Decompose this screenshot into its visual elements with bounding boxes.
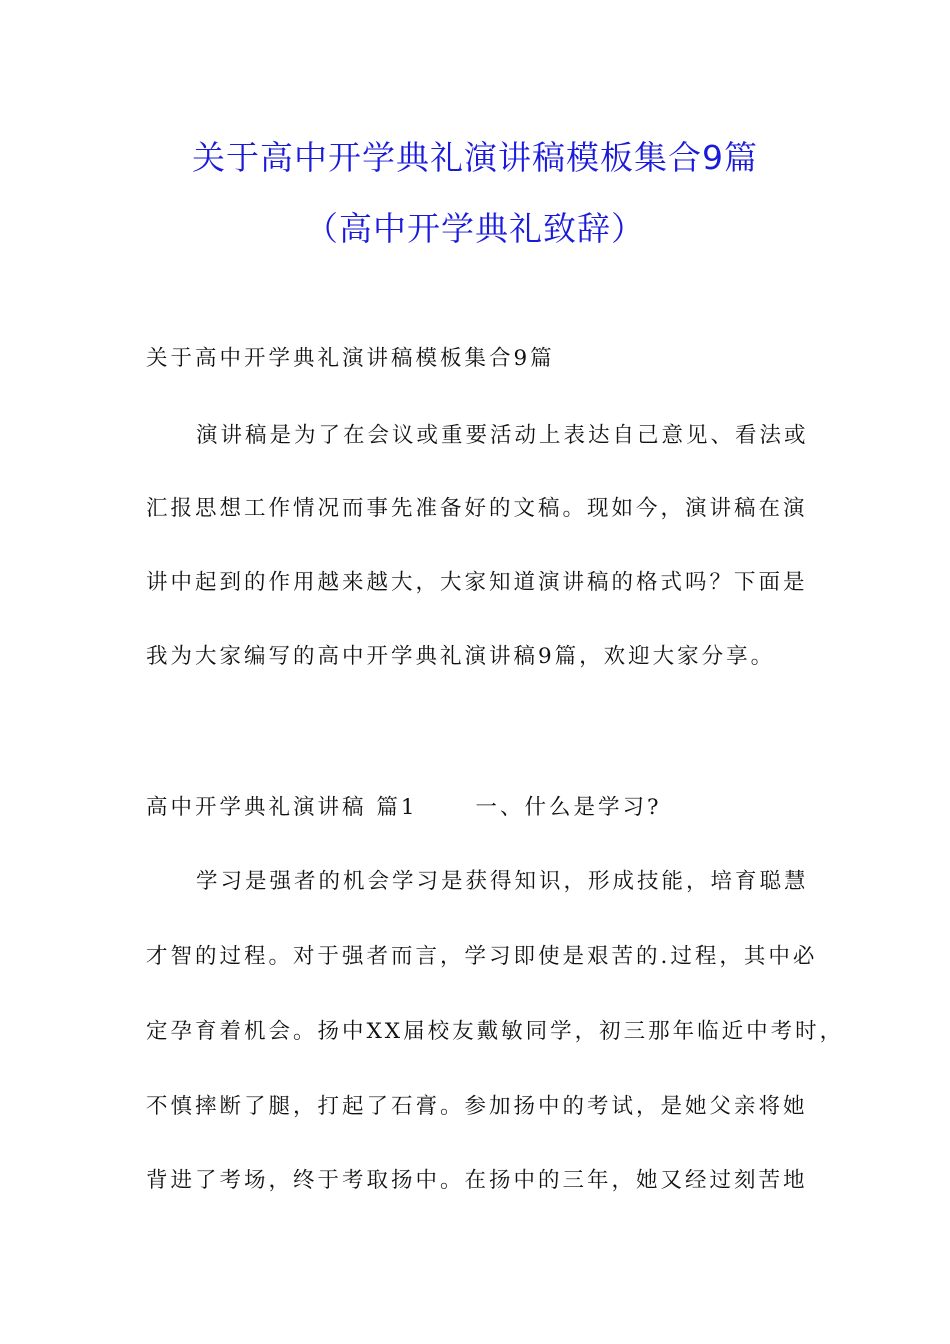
intro-paragraph-line: 讲中起到的作用越来越大，大家知道演讲稿的格式吗？下面是: [146, 570, 808, 595]
section-1-heading-line: [146, 793, 662, 823]
body-paragraph-line: 不慎摔断了腿，打起了石膏。参加扬中的考试，是她父亲将她: [146, 1094, 808, 1119]
body-paragraph-line: 背进了考场，终于考取扬中。在扬中的三年，她又经过刻苦地: [146, 1168, 808, 1193]
intro-paragraph-line: 汇报思想工作情况而事先准备好的文稿。现如今，演讲稿在演: [146, 496, 808, 521]
body-paragraph-line: 学习是强者的机会学习是获得知识，形成技能，培育聪慧: [196, 869, 809, 894]
body-paragraph-line: 定孕育着机会。扬中XX届校友戴敏同学，初三那年临近中考时，: [146, 1019, 845, 1044]
document-subtitle: （高中开学典礼致辞）: [305, 209, 645, 248]
intro-paragraph-line: 演讲稿是为了在会议或重要活动上表达自己意见、看法或: [196, 423, 809, 448]
section-1-label: 高中开学典礼演讲稿 篇1: [146, 795, 418, 820]
section-heading: 关于高中开学典礼演讲稿模板集合9篇: [146, 346, 555, 371]
intro-paragraph-line: 我为大家编写的高中开学典礼演讲稿9篇，欢迎大家分享。: [146, 644, 776, 669]
section-1-subtitle: 一、什么是学习?: [475, 795, 662, 820]
document-title: 关于高中开学典礼演讲稿模板集合9篇: [192, 138, 758, 177]
body-paragraph-line: 才智的过程。对于强者而言，学习即使是艰苦的.过程，其中必: [146, 944, 818, 969]
